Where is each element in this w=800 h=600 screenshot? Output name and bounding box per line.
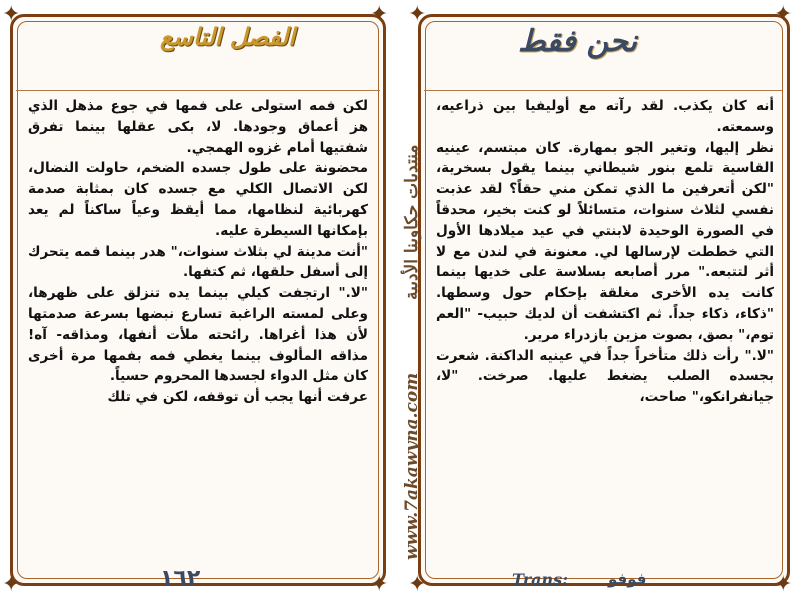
forum-name-watermark: منتديات حكاوينا الأدبية [402, 144, 422, 300]
paragraph: عرفت أنها يجب أن توقفه، لكن في تلك [107, 389, 368, 406]
title-divider [16, 90, 380, 91]
corner-star-icon: ✦ [774, 2, 793, 27]
paragraph: "لا." ارتجفت كيلي بينما يده تنزلق على ظهرها، وعلى لمسته الراغبة تسارع نبضها بسرعة صدمتها لأن هذا أغراها. رائحته ملأت أنفها، ومذاقه- آه! مذاقه المألوف بينما يغطي فمه بفمها مرة أخرى كان مثل الدواء لجسدها المحروم حسياً. [28, 285, 368, 385]
title-divider [424, 90, 782, 91]
corner-star-icon: ✦ [370, 2, 389, 27]
left-page-text [28, 96, 368, 532]
corner-star-icon: ✦ [2, 572, 21, 597]
corner-star-icon: ✦ [408, 572, 427, 597]
page-number: ١٦٢ [160, 566, 201, 591]
paragraph: نظر إليها، وتغير الجو بمهارة. كان مبتسم، عينيه القاسية تلمع بنور شيطاني بينما يقول بسخرية، "لكن أتعرفين ما الذي تمكن مني حقاً؟ لقد عذبت نفسي لثلاث سنوات، متسائلاً لو كنت بخير، محدقاً في الصورة الوحيدة لابنتي في عيد ميلادها الأول التي خططت لإرسالها لي. معنونة في لندن مع لا أثر لتتبعه." مرر أصابعه بسلاسة على خديها بينما كانت يده الأخرى مغلقة بإحكام حول وسطها. "ذكاء، ذكاء جداً. ثم اكتشفت أن لديك حبيب- "العم توم،" بصق، بصوت مزين بازدراء مرير. [436, 139, 774, 343]
paragraph: أنه كان يكذب. لقد رآته مع أوليفيا بين ذراعيه، وسمعته. [436, 98, 774, 135]
paragraph: لكن فمه استولى على فمها في جوع مذهل الذي هز أعماق وجودها. لا، بكى عقلها بينما تفرق شفتيها أمام غزوه الهمجي. [28, 98, 368, 156]
website-watermark: www.7akawyna.com [402, 372, 422, 560]
paragraph: "أنت مدينة لي بثلاث سنوات،" هدر بينما فمه يتحرك إلى أسفل حلقها، ثم كتفها. [28, 243, 368, 281]
right-page-title: نحن فقط [518, 24, 637, 59]
paragraph: "لا." رأت ذلك متأخراً جداً في عينيه الداكنة. شعرت بجسده الصلب يضغط عليها. صرخت. "لا، جيانفرانكو،" صاحت، [436, 347, 774, 406]
corner-star-icon: ✦ [2, 2, 21, 27]
paragraph: محضونة على طول جسده الضخم، حاولت النضال، لكن الاتصال الكلي مع جسده كان بمثابة صدمة كهربائية لنظامها، مما أيقظ وعياً ساكناً لم يعد بإمكانها السيطرة عليه. [28, 160, 368, 239]
right-page-text [436, 96, 774, 526]
translator-label: Trans: [512, 570, 569, 589]
translator-name: فوفو [608, 570, 647, 588]
corner-star-icon: ✦ [774, 572, 793, 597]
corner-star-icon: ✦ [370, 572, 389, 597]
left-page-title: الفصل التاسع [160, 22, 295, 51]
corner-star-icon: ✦ [408, 2, 427, 27]
